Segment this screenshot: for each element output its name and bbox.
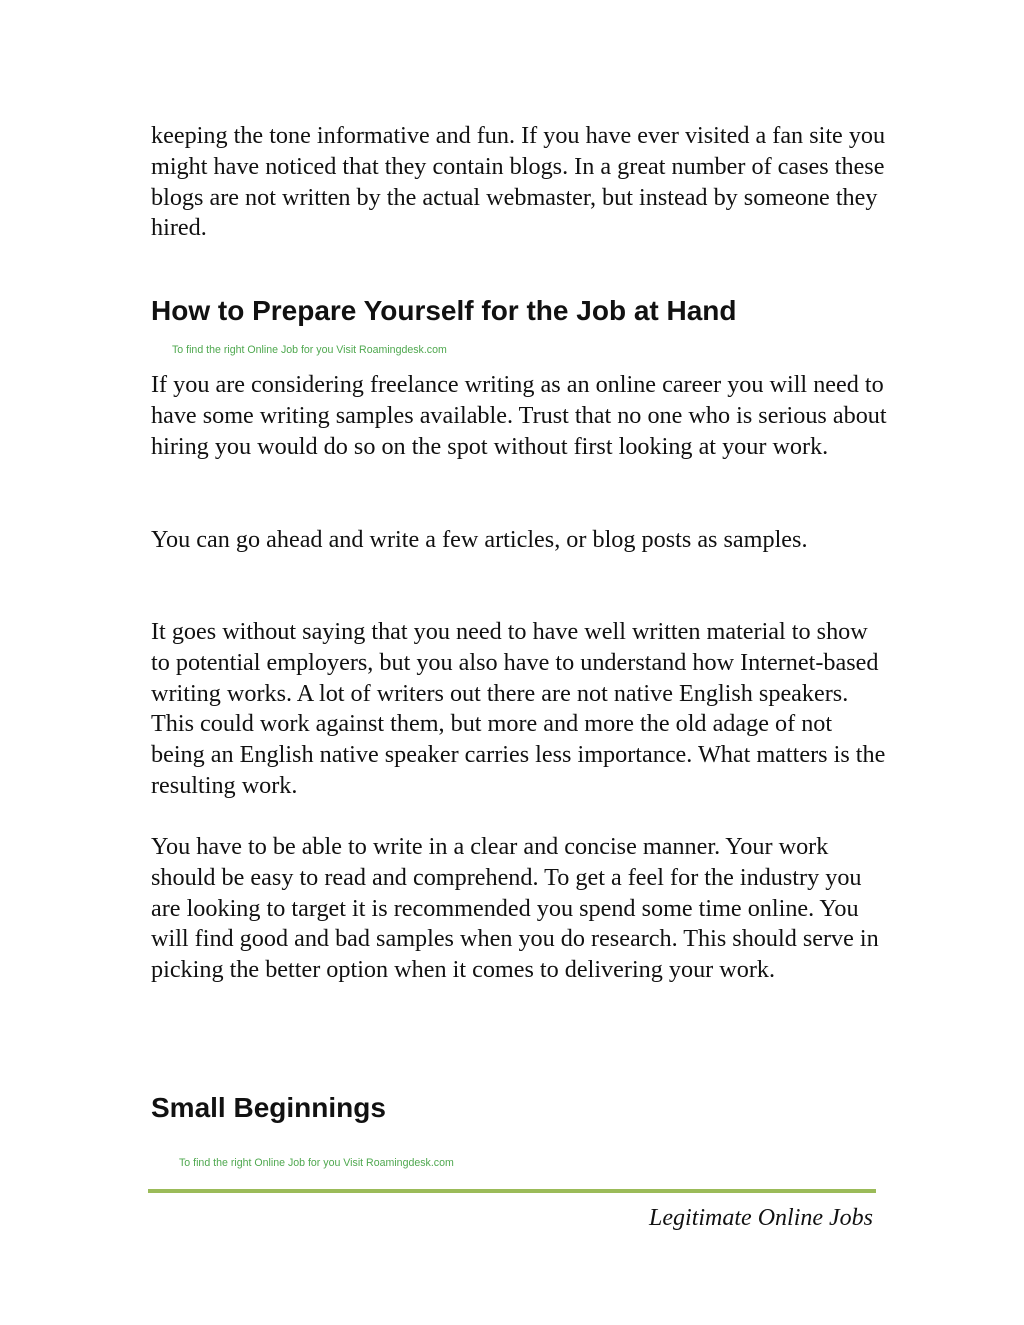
promo-link-roamingdesk[interactable]: To find the right Online Job for you Visit Roamingdesk.com	[172, 344, 447, 356]
heading-prepare-yourself: How to Prepare Yourself for the Job at Hand	[151, 295, 737, 326]
promo-link-roamingdesk-2[interactable]: To find the right Online Job for you Visit Roamingdesk.com	[179, 1157, 454, 1169]
footer-document-title: Legitimate Online Jobs	[649, 1205, 873, 1231]
paragraph-writing-samples: You can go ahead and write a few articles, or blog posts as samples.	[151, 526, 808, 553]
paragraph-freelance-writing: If you are considering freelance writing as an online career you will need to have some writing samples available. Trust that no one who is serious about hiring you would do so on the spot without first looking at your work.	[151, 371, 887, 460]
paragraph-intro: keeping the tone informative and fun. If you have ever visited a fan site you might have noticed that they contain blogs. In a great number of cases these blogs are not written by the actual webmaster, but instead by someone they hired.	[151, 122, 886, 242]
heading-small-beginnings: Small Beginnings	[151, 1092, 386, 1123]
paragraph-clear-concise: You have to be able to write in a clear and concise manner. Your work should be easy to read and comprehend. To get a feel for the industry you are looking to target it is recommended you spend some time online. You will find good and bad samples when you do research. This should serve in picking the better option when it comes to delivering your work.	[151, 833, 879, 984]
footer-divider	[148, 1189, 876, 1193]
paragraph-well-written-material: It goes without saying that you need to have well written material to show to potential employers, but you also have to understand how Internet-based writing works. A lot of writers out there are not native English speakers. This could work against them, but more and more the old adage of not being an English native speaker carries less importance. What matters is the resulting work.	[151, 618, 886, 799]
